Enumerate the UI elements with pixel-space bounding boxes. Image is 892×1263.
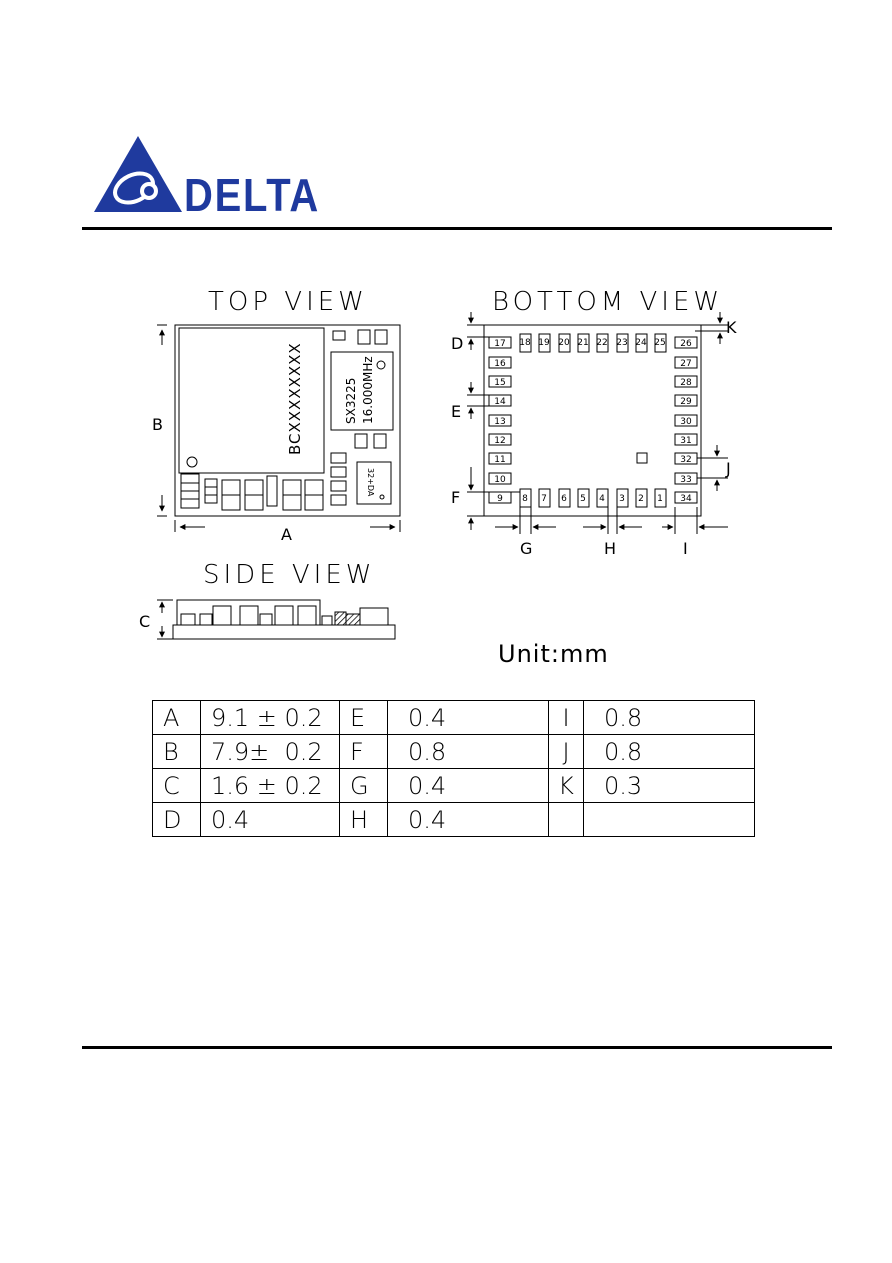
pin-13: 13 (494, 417, 506, 427)
dim-key: J (549, 735, 584, 769)
pin-14: 14 (494, 397, 506, 407)
dim-label-f: F (451, 488, 461, 507)
unit-label: Unit:mm (498, 640, 609, 668)
bottom-view-title: BOTTOM VIEW (492, 287, 724, 317)
dim-value: 1.6 ± 0.2 (201, 769, 340, 803)
dim-label-i: I (683, 539, 688, 558)
dim-label-d: D (451, 334, 464, 353)
top-view-title: TOP VIEW (208, 287, 368, 317)
dim-value: 0.4 (201, 803, 340, 837)
pin-21: 21 (577, 338, 589, 348)
dim-key: G (340, 769, 388, 803)
pin-22: 22 (596, 338, 608, 348)
pin-20: 20 (558, 338, 570, 348)
dim-value: 0.8 (584, 701, 755, 735)
pin-34: 34 (680, 494, 692, 504)
dim-value: 7.9± 0.2 (201, 735, 340, 769)
pin-12: 12 (494, 436, 506, 446)
table-row (153, 803, 755, 837)
side-view (173, 600, 395, 639)
dim-key: H (340, 803, 388, 837)
pin-10: 10 (494, 475, 506, 485)
dim-key: I (549, 701, 584, 735)
brand-text: DELTA (184, 169, 320, 221)
dim-label-e: E (451, 402, 462, 421)
dim-value: 9.1 ± 0.2 (201, 701, 340, 735)
bottom-view (484, 325, 701, 516)
dim-value: 0.8 (388, 735, 549, 769)
crystal-marking-2: 16.000MHz (361, 356, 375, 424)
pin-7: 7 (541, 494, 547, 504)
pin-30: 30 (680, 417, 692, 427)
pin-5: 5 (580, 494, 586, 504)
dim-label-h: H (604, 539, 617, 558)
top-part-marking: BCXXXXXXXX (286, 342, 304, 455)
pin-17: 17 (494, 339, 506, 349)
pin-labels-bottom (522, 494, 663, 504)
dim-value: 0.8 (584, 735, 755, 769)
pin-labels-top (519, 338, 665, 348)
dim-value: 0.3 (584, 769, 755, 803)
dim-label-k: K (726, 318, 737, 337)
dim-key: F (340, 735, 388, 769)
pin-9: 9 (497, 494, 503, 504)
pin-32: 32 (680, 455, 692, 465)
dim-value: 0.4 (388, 769, 549, 803)
table-row (153, 769, 755, 803)
pin-19: 19 (538, 338, 550, 348)
pin-15: 15 (494, 378, 506, 388)
pin-4: 4 (599, 494, 605, 504)
dim-key (549, 803, 584, 837)
dim-key: E (340, 701, 388, 735)
pin-labels-left (494, 339, 506, 504)
pin-26: 26 (680, 339, 692, 349)
dim-key: D (153, 803, 201, 837)
pin-labels-right (680, 339, 692, 504)
pin-28: 28 (680, 378, 692, 388)
dim-label-j: J (726, 459, 731, 478)
dim-key: C (153, 769, 201, 803)
dim-label-b: B (152, 415, 163, 434)
pin-11: 11 (494, 455, 506, 465)
dim-key: A (153, 701, 201, 735)
dim-value (584, 803, 755, 837)
pin-33: 33 (680, 475, 692, 485)
pin-24: 24 (635, 338, 647, 348)
dim-label-g: G (520, 539, 533, 558)
pin-6: 6 (561, 494, 567, 504)
dim-label-c: C (139, 612, 151, 631)
pin-16: 16 (494, 359, 506, 369)
crystal-marking-1: SX3225 (344, 377, 358, 424)
dim-label-a: A (281, 525, 292, 544)
side-view-title: SIDE VIEW (203, 560, 376, 590)
pin-29: 29 (680, 397, 692, 407)
pin-25: 25 (654, 338, 666, 348)
dim-key: K (549, 769, 584, 803)
small-chip-marking: 32+DA (366, 468, 375, 497)
pin-8: 8 (522, 494, 528, 504)
pin-3: 3 (619, 494, 625, 504)
pin-31: 31 (680, 436, 692, 446)
table-row (153, 735, 755, 769)
pin-23: 23 (616, 338, 628, 348)
pin-2: 2 (638, 494, 644, 504)
pin-27: 27 (680, 359, 692, 369)
dimension-table (152, 700, 755, 837)
pin-1: 1 (657, 494, 663, 504)
dim-value: 0.4 (388, 803, 549, 837)
footer-rule (82, 1046, 832, 1049)
table-row (153, 701, 755, 735)
pin-18: 18 (519, 338, 531, 348)
dim-value: 0.4 (388, 701, 549, 735)
dim-key: B (153, 735, 201, 769)
